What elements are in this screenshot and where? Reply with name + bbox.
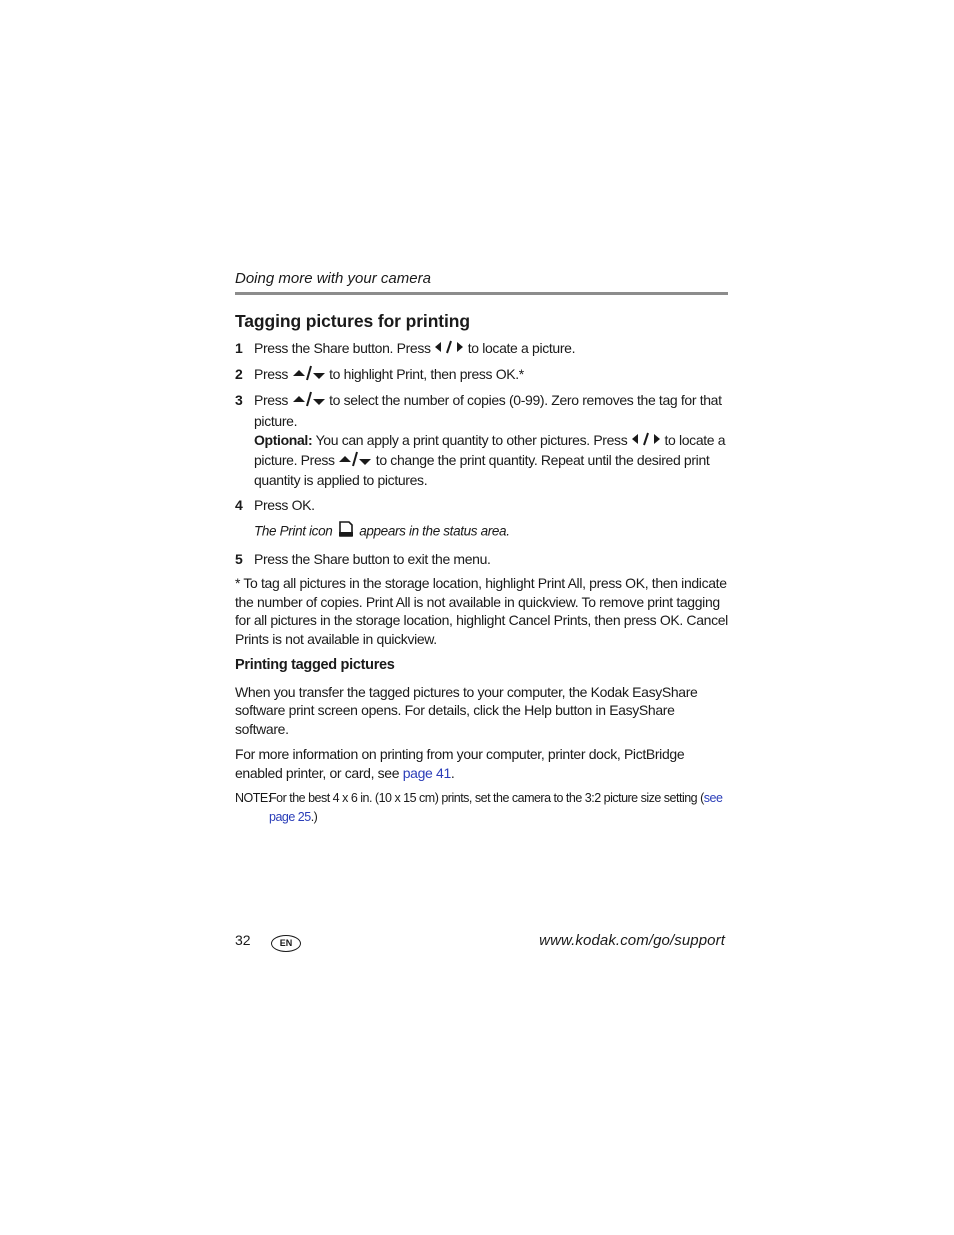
page-title: Tagging pictures for printing	[235, 311, 470, 331]
paragraph-text: .	[450, 764, 455, 781]
step-2	[235, 365, 728, 386]
step-text: Press	[254, 392, 289, 409]
step-number: 1	[235, 340, 243, 356]
status-note	[235, 520, 728, 544]
paragraph-text: For more information on printing from your computer, printer dock, PictBridge enabled printer, or card, see	[235, 746, 685, 781]
optional-text: to locate a picture. Press	[254, 432, 726, 468]
step-text: Press	[254, 365, 289, 382]
up-down-arrows-icon	[338, 451, 372, 472]
page-footer	[235, 932, 728, 954]
page-number: 32	[235, 932, 251, 948]
subheading: Printing tagged pictures	[235, 657, 395, 674]
step-number: 4	[235, 496, 243, 513]
section-header: Doing more with your camera	[235, 270, 431, 287]
support-url: www.kodak.com/go/support	[539, 932, 725, 949]
note-text: .)	[310, 810, 318, 825]
picture-size-note	[235, 789, 728, 827]
step-text: to locate a picture.	[467, 340, 576, 356]
header-divider	[235, 292, 728, 295]
language-badge: EN	[271, 935, 301, 952]
step-text: Press OK.	[254, 496, 315, 513]
main-content	[235, 339, 728, 827]
note-label: NOTE:	[235, 791, 271, 806]
optional-text: to change the print quantity. Repeat until the desired print quantity is applied to pictures.	[254, 451, 710, 489]
optional-note	[235, 431, 728, 490]
note-text: For the best 4 x 6 in. (10 x 15 cm) prints, set the camera to the 3:2 picture size setting (	[269, 791, 704, 806]
print-icon	[336, 520, 356, 544]
step-text: Press the Share button to exit the menu.	[254, 550, 491, 567]
step-1	[235, 339, 728, 359]
left-right-arrows-icon	[631, 432, 661, 451]
up-down-arrows-icon	[292, 391, 326, 412]
step-text: Press the Share button. Press	[254, 340, 431, 356]
status-note-text: The Print icon	[254, 523, 333, 539]
up-down-arrows-icon	[292, 365, 326, 386]
step-number: 5	[235, 550, 243, 567]
status-note-text: appears in the status area.	[359, 523, 510, 539]
step-text: to select the number of copies (0-99). Zero removes the tag for that picture.	[254, 392, 722, 429]
paragraph-more-info	[235, 745, 728, 782]
step-number: 3	[235, 392, 243, 409]
page-41-link[interactable]: page 41	[402, 764, 451, 781]
page-25-link[interactable]: see page 25	[269, 791, 723, 825]
step-number: 2	[235, 365, 243, 382]
optional-text: You can apply a print quantity to other pictures. Press	[315, 432, 628, 449]
step-4	[235, 496, 728, 515]
left-right-arrows-icon	[434, 340, 464, 359]
footnote: * To tag all pictures in the storage location, highlight Print All, press OK, then indicate the number of copies. Print All is not available in quickview. To remove print tagging for all pictures in the storage location, highlight Cancel Prints, then press OK. Cancel Prints is not available in quickview.	[235, 575, 728, 647]
step-3	[235, 391, 728, 430]
optional-label: Optional:	[254, 432, 313, 449]
step-5	[235, 550, 728, 569]
step-text: to highlight Print, then press OK.*	[329, 365, 524, 382]
paragraph-transfer: When you transfer the tagged pictures to your computer, the Kodak EasyShare software print screen opens. For details, click the Help button in EasyShare software.	[235, 683, 698, 737]
